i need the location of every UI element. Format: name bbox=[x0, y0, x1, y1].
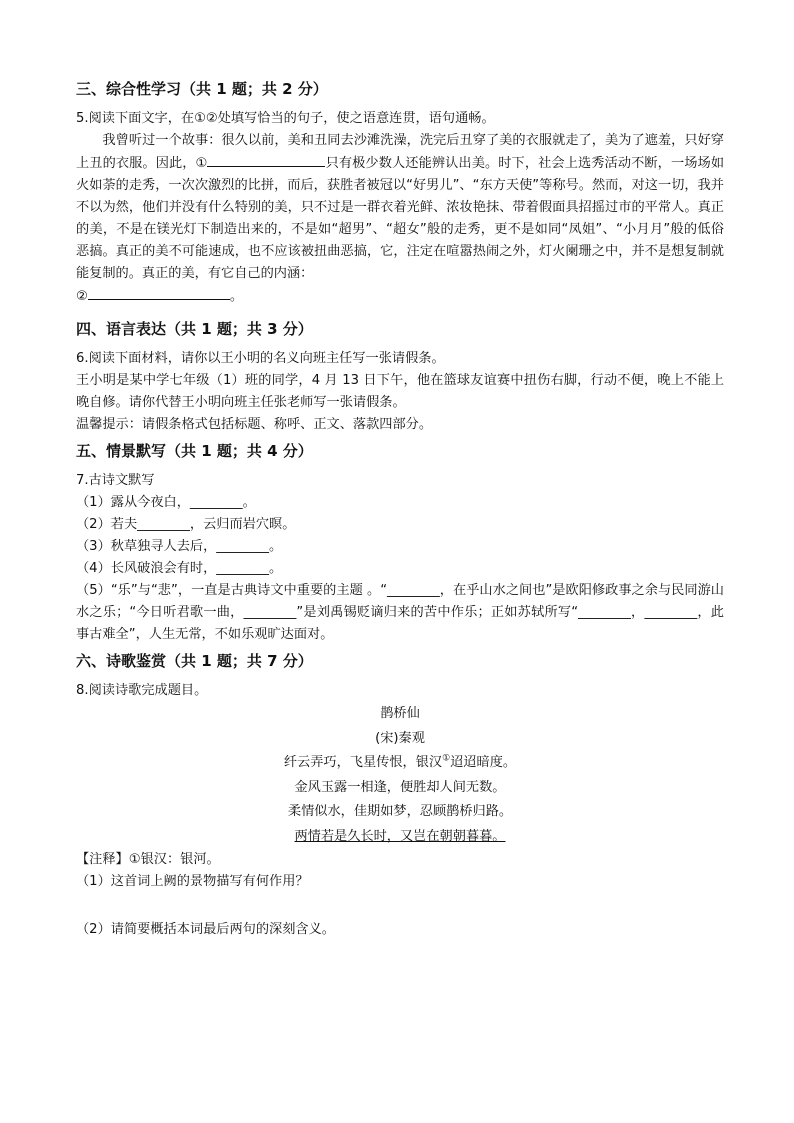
q5-passage bbox=[76, 130, 724, 285]
poem-line-4: 两情若是久长时，又岂在朝朝暮暮。 bbox=[294, 828, 506, 844]
q6-tip: 温馨提示：请假条格式包括标题、称呼、正文、落款四部分。 bbox=[76, 417, 433, 432]
q6-prompt: 6.阅读下面材料，请你以王小明的名义向班主任写一张请假条。 bbox=[76, 351, 445, 366]
q7-item-4: （4）长风破浪会有时，________。 bbox=[76, 561, 283, 576]
poem-line-3: 柔情似水，佳期如梦，忍顾鹊桥归路。 bbox=[287, 804, 513, 819]
q7-item-5: （5）“乐”与“悲”，一直是古典诗文中重要的主题 。“________，在乎山水之间也”是欧阳修政事之余与民同游山水之乐；“今日听君歌一曲，________”是刘禹锡贬谪归来的苦中作乐；正如苏轼所写“________，________，此事古难全”，人生无常，不如乐观旷达面对。 bbox=[76, 583, 724, 642]
answer-space-1[interactable] bbox=[76, 893, 724, 919]
poem bbox=[76, 702, 724, 849]
section-heading-4: 四、语言表达（共 1 题；共 3 分） bbox=[76, 320, 313, 338]
q7-item-3: （3）秋草独寻人去后，________。 bbox=[76, 539, 283, 554]
q5-blank-1[interactable] bbox=[207, 152, 325, 167]
q5-prompt: 5.阅读下面文字，在①②处填写恰当的句子，使之语意连贯，语句通畅。 bbox=[76, 111, 495, 126]
poem-title: 鹊桥仙 bbox=[380, 706, 420, 721]
q7-item-1: （1）露从今夜白，________。 bbox=[76, 495, 256, 510]
q8-sub-question-1: （1）这首词上阙的景物描写有何作用？ bbox=[76, 874, 309, 889]
q7-item-2: （2）若夫________，云归而岩穴暝。 bbox=[76, 517, 296, 532]
q5-passage-part-a: 我曾听过一个故事：很久以前，美和丑同去沙滩洗澡，洗完后丑穿了美的衣服就走了，美为了遮羞，只好穿上丑的衣服。因此，① bbox=[76, 133, 724, 171]
poem-line-2: 金风玉露一相逢，便胜却人间无数。 bbox=[294, 779, 506, 795]
poem-line-1-a: 纤云弄巧，飞星传恨，银汉 bbox=[283, 755, 443, 770]
q6-material: 王小明是某中学七年级（1）班的同学，4 月 13 日下午，他在篮球友谊赛中扭伤右脚，行动不便，晚上不能上晚自修。请你代替王小明向班主任张老师写一张请假条。 bbox=[76, 373, 724, 410]
q5-answer-line-2 bbox=[76, 285, 724, 308]
poem-author: (宋)秦观 bbox=[375, 730, 425, 746]
footnote-marker: ① bbox=[442, 753, 451, 764]
poem-line-1 bbox=[76, 751, 724, 776]
poem-note: 【注释】①银汉：银河。 bbox=[76, 852, 220, 867]
poem-line-1-b: 迢迢暗度。 bbox=[450, 755, 517, 770]
q8-sub-question-2: （2）请简要概括本词最后两句的深刻含义。 bbox=[76, 922, 335, 937]
section-heading-3: 三、综合性学习（共 1 题；共 2 分） bbox=[76, 80, 328, 98]
q5-blank-2[interactable] bbox=[88, 285, 230, 300]
q5-mark-2: ② bbox=[76, 289, 88, 304]
section-heading-5: 五、情景默写（共 1 题；共 4 分） bbox=[76, 442, 313, 460]
q5-end-mark: 。 bbox=[229, 289, 244, 304]
q5-passage-part-b: 只有极少数人还能辨认出美。时下，社会上选秀活动不断，一场场如火如荼的走秀，一次次激烈的比拼，而后，获胜者被冠以“好男儿”、“东方天使”等称号。然而，对这一切，我并不以为然，他们并没有什么特别的美，只不过是一群衣着光鲜、浓妆艳抹、带着假面具招摇过市的平常人。真正的美，不是在镁光灯下制造出来的，不是如“超男”、“超女”般的走秀，更不是如同“凤姐”、“小月月”般的低俗恶搞。真正的美不可能速成，也不应该被扭曲恶搞，它，注定在喧嚣热闹之外，灯火阑珊之中，并不是想复制就能复制的。真正的美，有它自己的内涵： bbox=[76, 156, 725, 281]
section-heading-6: 六、诗歌鉴赏（共 1 题；共 7 分） bbox=[76, 652, 313, 670]
q8-prompt: 8.阅读诗歌完成题目。 bbox=[76, 683, 208, 698]
q7-prompt: 7.古诗文默写 bbox=[76, 473, 155, 488]
